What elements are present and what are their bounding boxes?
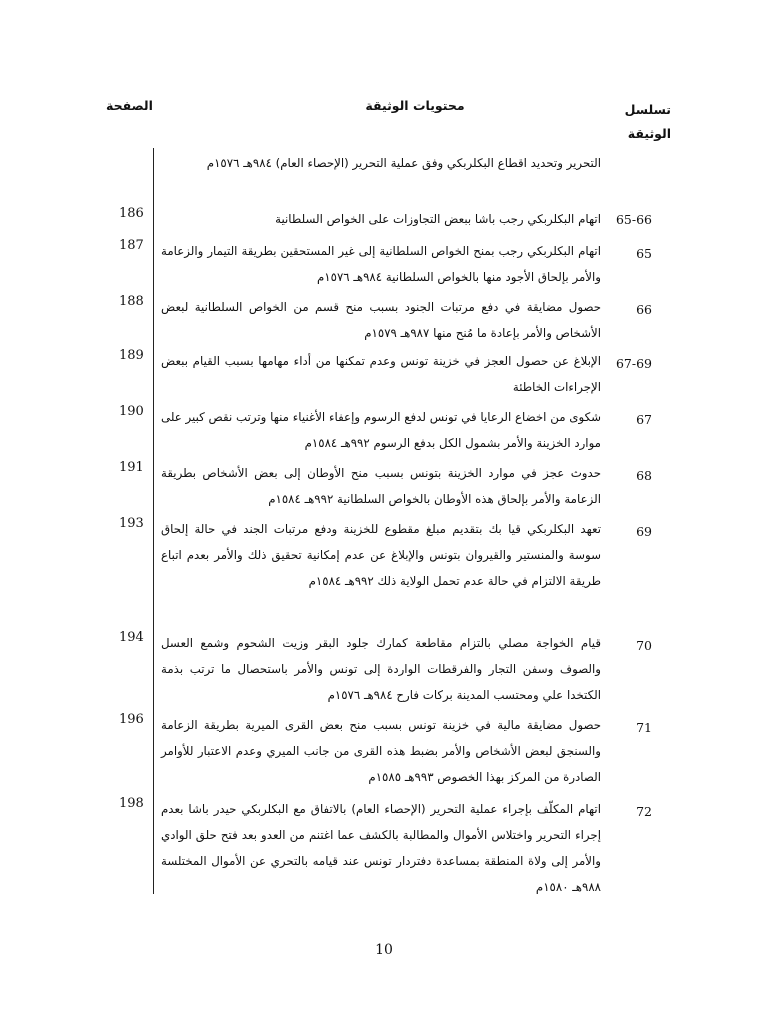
row-serial: 67 <box>636 412 652 427</box>
row-description: حدوث عجز في موارد الخزينة بتونس بسبب منح الأوطان إلى بعض الأشخاص بطريقة الزعامة والأمر بإلحاق هذه الأوطان بالخواص السلطانية ٩٩٢هـ ١٥٨٤م <box>161 466 601 506</box>
row-description: قيام الخواجة مصلي بالتزام مقاطعة كمارك جلود البقر وزيت الشحوم وشمع العسل والصوف وسفن التجار والفرقطات الواردة إلى تونس والأمر باستحصال ما ترتب بذمة الكتخدا علي ومحتسب المدينة بركات فارح ٩٨٤هـ ١٥٧٦م <box>161 636 601 702</box>
row-description: شكوى من اخضاع الرعايا في تونس لدفع الرسوم وإعفاء الأغنياء منها وترتب نقص كبير على موارد الخزينة والأمر بشمول الكل بدفع الرسوم ٩٩٢هـ ١٥٨٤م <box>161 410 601 450</box>
row-page-number: 193 <box>119 516 144 531</box>
row-page-number: 194 <box>119 630 144 645</box>
row-serial: 66 <box>636 302 652 317</box>
row-page-number: 189 <box>119 348 144 363</box>
column-header-serial: تسلسل الوثيقة <box>624 102 671 141</box>
column-divider <box>153 148 154 894</box>
column-header-contents: محتويات الوثيقة <box>365 98 465 113</box>
row-page-number: 187 <box>119 238 144 253</box>
row-page-number: 191 <box>119 460 144 475</box>
row-serial: 69 <box>636 524 652 539</box>
row-page-number: 190 <box>119 404 144 419</box>
row-description: اتهام المكلّف بإجراء عملية التحرير (الإحصاء العام) بالاتفاق مع البكلربكي حيدر باشا بعدم إجراء التحرير واختلاس الأموال والمطالبة بالكشف عما اغتنم من العدو بعد فتح حلق الوادي والأمر إلى ولاة المنطقة بمساعدة دفتردار تونس عند قيامه بالتحري عن الأموال المختلسة ٩٨٨هـ ١٥٨٠م <box>161 802 601 894</box>
row-description: اتهام البكلربكي رجب بمنح الخواص السلطانية إلى غير المستحقين بطريقة التيمار والزعامة والأمر بإلحاق الأجود منها بالخواص السلطانية ٩٨٤هـ ١٥٧٦م <box>161 244 601 284</box>
row-page-number: 188 <box>119 294 144 309</box>
row-serial: 71 <box>636 720 652 735</box>
intro-text: التحرير وتحديد اقطاع البكلربكي وفق عملية التحرير (الإحصاء العام) ٩٨٤هـ ١٥٧٦م <box>206 156 601 170</box>
row-description: حصول مضايقة في دفع مرتبات الجنود بسبب منح قسم من الخواص السلطانية لبعض الأشخاص والأمر بإعادة ما مُنح منها ٩٨٧هـ ١٥٧٩م <box>161 300 601 340</box>
row-description: تعهد البكلربكي قيا بك بتقديم مبلغ مقطوع للخزينة ودفع مرتبات الجند في حالة إلحاق سوسة والمنستير والقيروان بتونس والإبلاغ عن عدم إمكانية تحقيق ذلك والأمر بعدم اتباع طريقة الالتزام في حالة عدم تحمل الولاية ذلك ٩٩٢هـ ١٥٨٤م <box>161 522 601 588</box>
row-description: حصول مضايقة مالية في خزينة تونس بسبب منح بعض القرى الميرية بطريقة الزعامة والسنجق لبعض الأشخاص والأمر بضبط هذه القرى من جانب الميري وعدم الاعتبار للأوامر الصادرة من المركز بهذا الخصوص ٩٩٣هـ ١٥٨٥م <box>161 718 601 784</box>
row-page-number: 186 <box>119 206 144 221</box>
row-page-number: 198 <box>119 796 144 811</box>
row-serial: 65-66 <box>615 212 652 227</box>
row-serial: 68 <box>636 468 652 483</box>
column-header-page: الصفحة <box>106 98 153 113</box>
row-page-number: 196 <box>119 712 144 727</box>
row-description: اتهام البكلربكي رجب باشا ببعض التجاوزات على الخواص السلطانية <box>275 212 601 226</box>
page-number-footer: 10 <box>375 942 393 958</box>
row-description: الإبلاغ عن حصول العجز في خزينة تونس وعدم تمكنها من أداء مهامها بسبب القيام ببعض الإجراءات الخاطئة <box>161 354 601 394</box>
row-serial: 70 <box>636 638 652 653</box>
row-serial: 72 <box>636 804 652 819</box>
row-serial: 67-69 <box>615 356 652 371</box>
row-serial: 65 <box>636 246 652 261</box>
